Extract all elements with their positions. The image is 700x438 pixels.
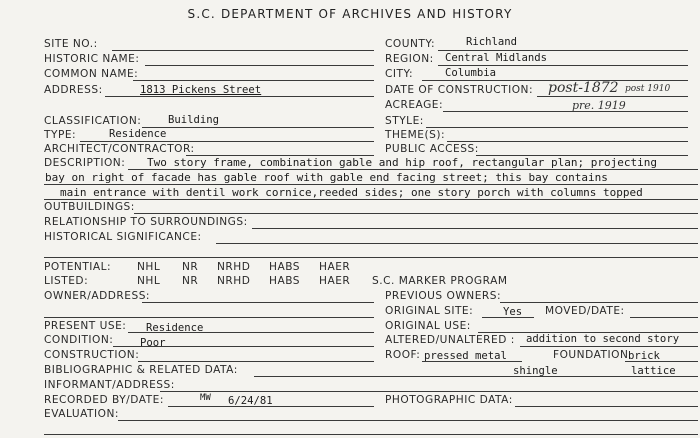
photographic-data-label: PHOTOGRAPHIC DATA: <box>385 394 513 406</box>
county-line <box>438 50 688 51</box>
address-label: ADDRESS: <box>44 84 103 96</box>
common-name-label: COMMON NAME: <box>44 68 139 80</box>
acreage-label: ACREAGE: <box>385 99 444 111</box>
listed-nhl: NHL <box>137 275 161 287</box>
roof-value: pressed metal <box>424 350 507 362</box>
description-rule-2 <box>44 184 698 185</box>
description-line-3: main entrance with dentil work cornice,reeded sides; one story porch with columns topped <box>60 186 643 199</box>
historic-name-line <box>145 65 374 66</box>
region-label: REGION: <box>385 53 434 65</box>
type-value: Residence <box>109 128 167 140</box>
informant-line <box>160 391 698 392</box>
city-label: CITY: <box>385 68 414 80</box>
altered-label: ALTERED/UNALTERED : <box>385 334 515 346</box>
foundation-label: FOUNDATION <box>553 349 629 361</box>
roof-covering-value: shingle <box>513 365 558 377</box>
listed-label: LISTED: <box>44 275 89 287</box>
style-label: STYLE: <box>385 115 424 127</box>
potential-haer: HAER <box>319 261 351 273</box>
previous-owners-label: PREVIOUS OWNERS: <box>385 290 502 302</box>
description-rule-1 <box>128 169 698 170</box>
potential-habs: HABS <box>269 261 301 273</box>
condition-label: CONDITION: <box>44 334 114 346</box>
condition-value: Poor <box>140 337 166 349</box>
foundation-value: brick <box>628 350 660 362</box>
potential-nhl: NHL <box>137 261 161 273</box>
present-use-value: Residence <box>146 322 204 334</box>
recorded-date-value: 6/24/81 <box>228 395 273 407</box>
foundation-infill-value: lattice <box>631 365 676 377</box>
roof-line <box>422 361 522 362</box>
form-title: S.C. DEPARTMENT OF ARCHIVES AND HISTORY <box>187 7 513 21</box>
description-line-2: bay on right of facade has gable roof with gable end facing street; this bay contains <box>45 171 608 184</box>
present-use-label: PRESENT USE: <box>44 320 127 332</box>
historical-significance-label: HISTORICAL SIGNIFICANCE: <box>44 231 202 243</box>
type-label: TYPE: <box>44 129 77 141</box>
potential-nr: NR <box>182 261 199 273</box>
present-use-line <box>128 332 374 333</box>
description-line-1: Two story frame, combination gable and hip roof, rectangular plan; projecting <box>147 156 657 169</box>
evaluation-label: EVALUATION: <box>44 408 119 420</box>
description-rule-3 <box>44 199 698 200</box>
original-site-value: Yes <box>503 306 523 318</box>
site-no-label: SITE NO.: <box>44 38 98 50</box>
evaluation-line <box>118 420 698 421</box>
relationship-line <box>252 228 698 229</box>
description-label: DESCRIPTION: <box>44 157 126 169</box>
region-value: Central Midlands <box>445 52 548 64</box>
common-name-line <box>133 80 374 81</box>
county-value: Richland <box>466 36 518 48</box>
style-line <box>426 127 688 128</box>
outbuildings-line <box>134 213 698 214</box>
date-handwritten-2: pre. 1919 <box>572 99 626 112</box>
marker-program-label: S.C. MARKER PROGRAM <box>372 275 508 287</box>
classification-label: CLASSIFICATION: <box>44 115 142 127</box>
date-handwritten-note: post 1910 <box>625 84 671 94</box>
date-line <box>537 96 688 97</box>
previous-owners-line <box>500 302 698 303</box>
owner-address-line-2 <box>44 317 374 318</box>
region-line <box>438 65 688 66</box>
county-label: COUNTY: <box>385 38 436 50</box>
classification-line <box>142 127 374 128</box>
original-site-line <box>482 317 534 318</box>
potential-label: POTENTIAL: <box>44 261 112 273</box>
moved-date-line <box>630 317 698 318</box>
site-no-line <box>112 50 374 51</box>
city-value: Columbia <box>445 67 497 79</box>
altered-line <box>520 346 698 347</box>
construction-line <box>138 361 374 362</box>
roof-label: ROOF: <box>385 349 421 361</box>
bibliographic-label: BIBLIOGRAPHIC & RELATED DATA: <box>44 364 238 376</box>
informant-label: INFORMANT/ADDRESS: <box>44 379 175 391</box>
recorded-by-line <box>168 406 374 407</box>
address-value: 1813 Pickens Street <box>140 84 262 96</box>
owner-address-line-1 <box>142 302 374 303</box>
public-access-label: PUBLIC ACCESS: <box>385 143 479 155</box>
moved-date-label: MOVED/DATE: <box>545 305 625 317</box>
classification-value: Building <box>168 114 220 126</box>
original-site-label: ORIGINAL SITE: <box>385 305 474 317</box>
historical-significance-line <box>216 243 698 244</box>
owner-address-label: OWNER/ADDRESS: <box>44 290 150 302</box>
original-use-label: ORIGINAL USE: <box>385 320 471 332</box>
relationship-label: RELATIONSHIP TO SURROUNDINGS: <box>44 216 248 228</box>
photographic-data-line <box>515 406 698 407</box>
listed-habs: HABS <box>269 275 301 287</box>
listed-nr: NR <box>182 275 199 287</box>
type-line <box>80 141 374 142</box>
recorded-by-label: RECORDED BY/DATE: <box>44 394 164 406</box>
altered-value: addition to second story <box>526 333 680 345</box>
acreage-line <box>443 111 688 112</box>
recorded-by-initials: MW <box>200 393 211 403</box>
evaluation-line-2 <box>44 434 698 435</box>
date-of-construction-label: DATE OF CONSTRUCTION: <box>385 84 534 96</box>
date-handwritten-1: post-1872 <box>548 80 619 96</box>
foundation-line <box>625 361 698 362</box>
condition-line <box>113 346 374 347</box>
architect-label: ARCHITECT/CONTRACTOR: <box>44 143 195 155</box>
listed-haer: HAER <box>319 275 351 287</box>
listed-nrhd: NRHD <box>217 275 251 287</box>
construction-label: CONSTRUCTION: <box>44 349 140 361</box>
themes-line <box>447 141 688 142</box>
section-divider <box>44 257 698 258</box>
historic-name-label: HISTORIC NAME: <box>44 53 140 65</box>
bibliographic-line <box>254 376 698 377</box>
address-line <box>105 96 374 97</box>
potential-nrhd: NRHD <box>217 261 251 273</box>
outbuildings-label: OUTBUILDINGS: <box>44 201 135 213</box>
themes-label: THEME(S): <box>385 129 446 141</box>
